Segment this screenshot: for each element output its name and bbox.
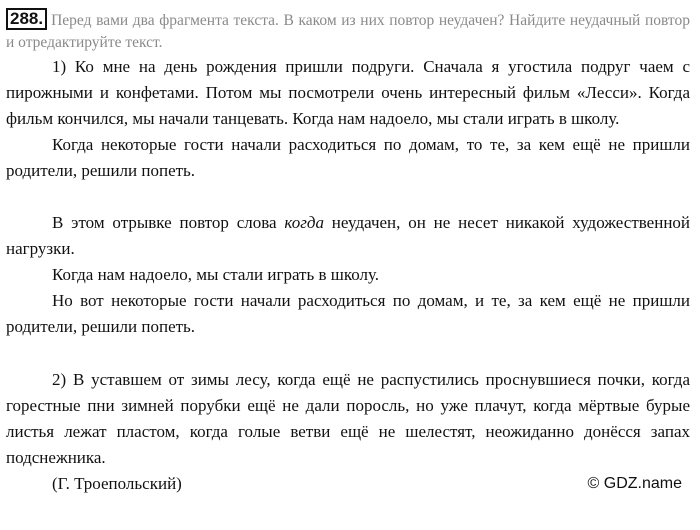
analysis-after: неудачен, он не несет никакой художественной нагрузки.	[6, 213, 691, 258]
corrected-sentence2: Но вот некоторые гости начали расходиться по домам, и те, за кем ещё не пришли родители, решили попеть.	[6, 291, 690, 336]
exercise-instruction: Перед вами два фрагмента текста. В каком из них повтор неудачен? Найдите неудачный повтор и отредактируйте текст.	[6, 12, 690, 51]
exercise-body	[6, 54, 690, 497]
spacer	[6, 184, 690, 210]
fragment2-paragraph: 2) В уставшем от зимы лесу, когда ещё не распустились проснувшиеся почки, когда горестные пни зимней порубки ещё не дали поросль, но уже плачут, когда мёртвые бурые листья лежат пластом, когда голые ветви ещё не шелестят, неожиданно донёсся запах подснежника.	[6, 370, 690, 467]
exercise-header	[6, 8, 690, 54]
source-author: (Г. Троепольский)	[52, 474, 182, 493]
analysis-before: В этом отрывке повтор слова	[52, 213, 277, 232]
corrected-sentence1: Когда нам надоело, мы стали играть в школу.	[52, 265, 380, 284]
analysis-paragraph	[6, 210, 690, 262]
exercise-number: 288.	[6, 8, 47, 30]
highlighted-word: когда	[284, 213, 324, 232]
fragment1-paragraph1: 1) Ко мне на день рождения пришли подруги. Сначала я угостила подруг чаем с пирожными и конфетами. Потом мы посмотрели очень интересный фильм «Лесси». Когда фильм кончился, мы начали танцевать. Когда нам надоело, мы стали играть в школу.	[6, 57, 690, 128]
watermark: © GDZ.name	[587, 475, 682, 492]
fragment1-paragraph2: Когда некоторые гости начали расходиться по домам, то те, за кем ещё не пришли родители, решили попеть.	[6, 135, 690, 180]
spacer	[6, 340, 690, 367]
source-row	[6, 471, 690, 497]
